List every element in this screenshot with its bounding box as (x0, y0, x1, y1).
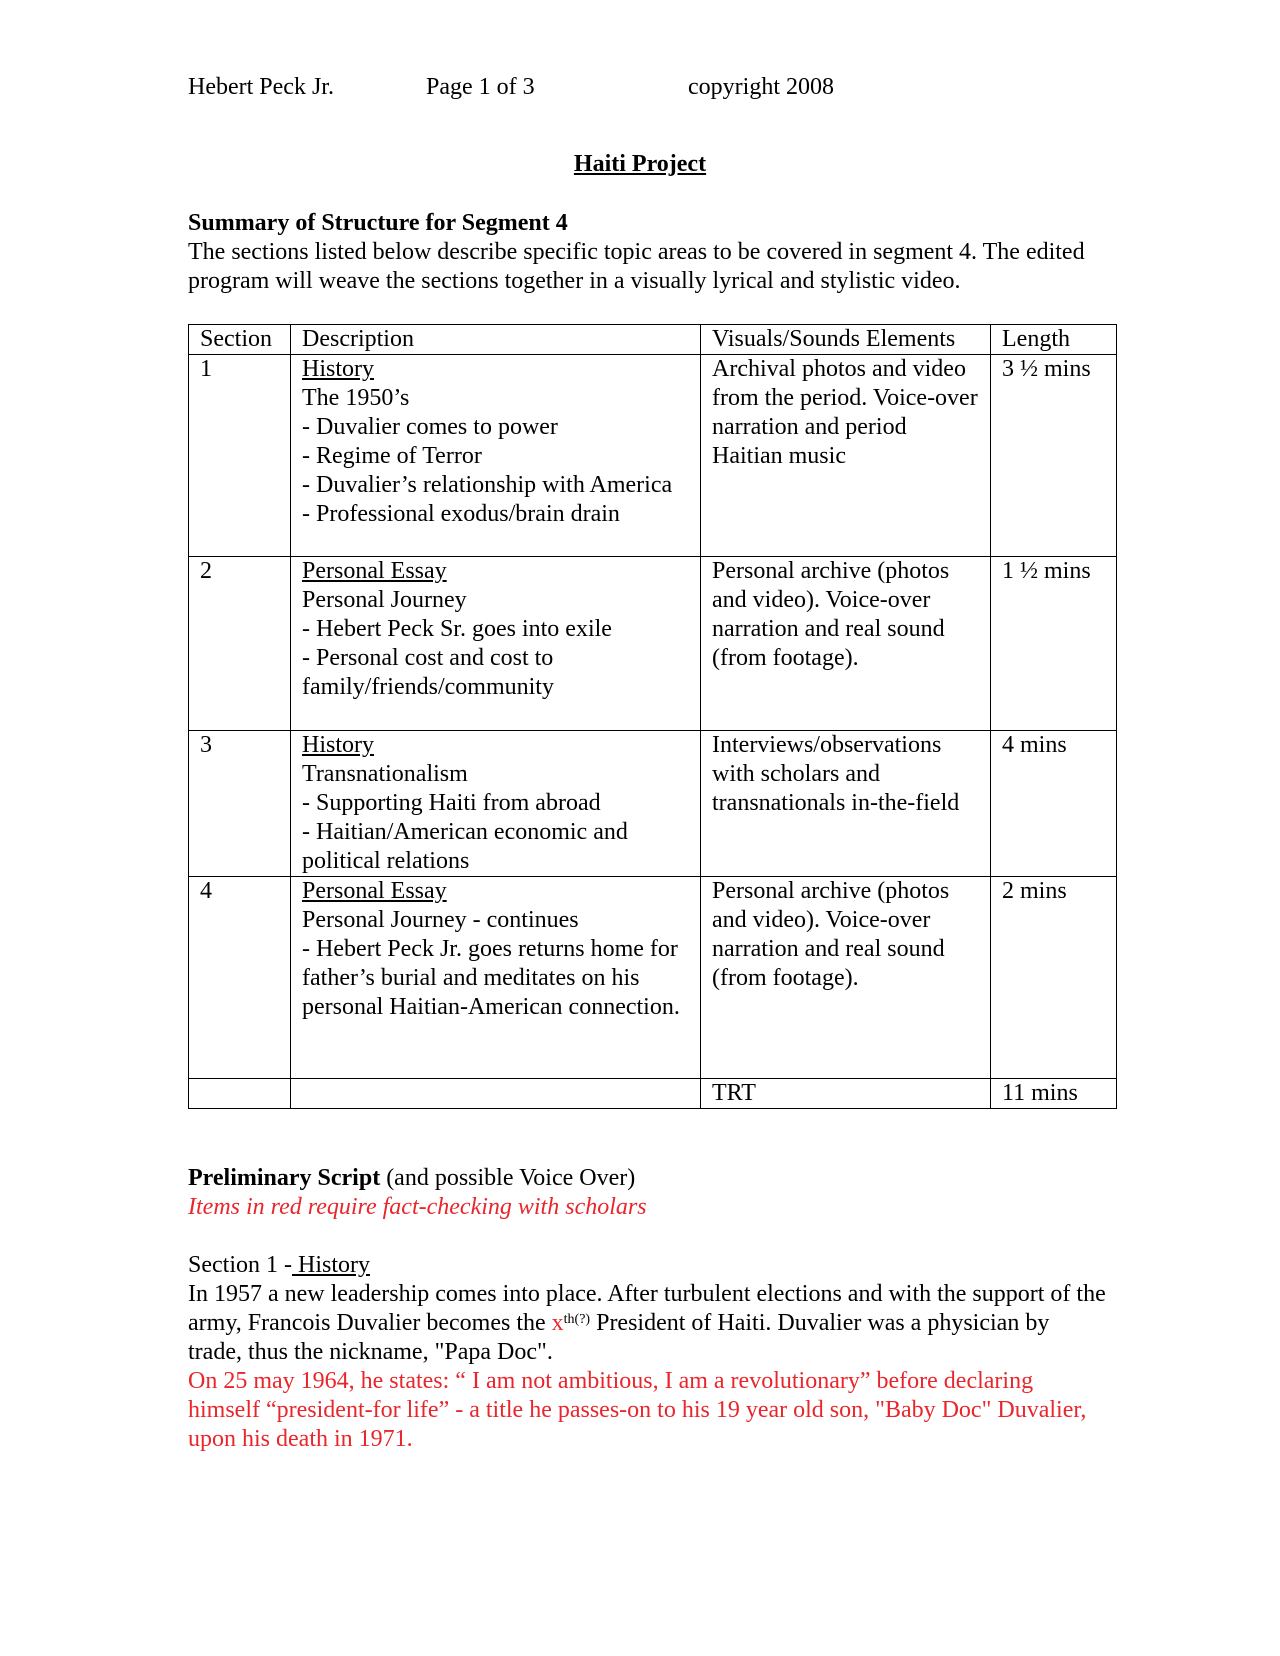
header-author: Hebert Peck Jr. (188, 74, 334, 100)
description-line: Personal Journey - continues (302, 907, 579, 933)
paragraph-text: President of Haiti. Duvalier was a physician by trade, thus the nickname, "Papa Doc". (188, 1310, 1050, 1365)
section-number: 4 (189, 877, 291, 1079)
script-heading: Preliminary Script (188, 1165, 381, 1191)
table-row (189, 731, 1117, 877)
total-length: 11 mins (991, 1079, 1117, 1109)
document-title: Haiti Project (573, 151, 707, 177)
page-header (188, 73, 1088, 103)
total-label: TRT (701, 1079, 991, 1109)
description-title: History (302, 356, 374, 382)
table-row (189, 355, 1117, 557)
description-title: Personal Essay (302, 878, 447, 904)
description-line: The 1950’s (302, 385, 410, 411)
summary-body: The sections listed below describe specific topic areas to be covered in segment 4. The edited program will weave the sections together in a visually lyrical and stylistic video. (188, 239, 1085, 294)
section-visuals: Archival photos and video from the period. Voice-over narration and period Haitian music (701, 355, 991, 557)
section-title: History (291, 1252, 370, 1278)
header-page-number: Page 1 of 3 (426, 74, 535, 100)
uncertain-ordinal: x (551, 1310, 564, 1336)
total-empty-cell (189, 1079, 291, 1109)
section-description (291, 557, 701, 731)
section-visuals: Personal archive (photos and video). Voice-over narration and real sound (from footage). (701, 877, 991, 1079)
section-length: 2 mins (991, 877, 1117, 1079)
section-number: 3 (189, 731, 291, 877)
column-header-section: Section (189, 325, 291, 355)
description-line: - Personal cost and cost to family/friends/community (302, 645, 554, 700)
description-line: - Duvalier’s relationship with America (302, 472, 673, 498)
description-line: - Hebert Peck Sr. goes into exile (302, 616, 612, 642)
fact-check-paragraph: On 25 may 1964, he states: “ I am not ambitious, I am a revolutionary” before declaring himself “president-for life” - a title he passes-on to his 19 year old son, "Baby Doc" Duvalier, upon his death in 1971. (188, 1368, 1087, 1452)
description-title: Personal Essay (302, 558, 447, 584)
segment-structure-table (188, 324, 1117, 1109)
table-row (189, 877, 1117, 1079)
header-copyright: copyright 2008 (688, 74, 834, 100)
summary-block (188, 209, 1108, 296)
section-description (291, 877, 701, 1079)
description-line: - Duvalier comes to power (302, 414, 558, 440)
description-line: Personal Journey (302, 587, 467, 613)
section-number: 2 (189, 557, 291, 731)
script-heading-line (188, 1164, 1108, 1193)
preliminary-script (188, 1164, 1108, 1454)
paragraph-text: In 1957 a new leadership comes into place. After turbulent elections and with the support of the army, Francois Duvalier becomes the (188, 1281, 1106, 1336)
table-row (189, 557, 1117, 731)
summary-heading: Summary of Structure for Segment 4 (188, 210, 568, 236)
script-section-heading (188, 1251, 1108, 1280)
ordinal-suffix: th(?) (563, 1312, 591, 1327)
spacer (188, 1222, 1108, 1251)
description-line: - Haitian/American economic and political relations (302, 819, 628, 874)
column-header-length: Length (991, 325, 1117, 355)
description-line: Transnationalism (302, 761, 468, 787)
section-visuals: Personal archive (photos and video). Voice-over narration and real sound (from footage). (701, 557, 991, 731)
description-title: History (302, 732, 374, 758)
description-line: - Regime of Terror (302, 443, 482, 469)
script-heading-note: (and possible Voice Over) (386, 1165, 636, 1191)
description-line: - Hebert Peck Jr. goes returns home for father’s burial and meditates on his personal Haitian-American connection. (302, 936, 680, 1020)
section-length: 4 mins (991, 731, 1117, 877)
description-line: - Supporting Haiti from abroad (302, 790, 601, 816)
script-paragraph (188, 1280, 1108, 1367)
column-header-visuals: Visuals/Sounds Elements (701, 325, 991, 355)
section-description (291, 731, 701, 877)
section-length: 1 ½ mins (991, 557, 1117, 731)
fact-check-note: Items in red require fact-checking with scholars (188, 1194, 647, 1220)
section-visuals: Interviews/observations with scholars and transnationals in-the-field (701, 731, 991, 877)
total-empty-cell (291, 1079, 701, 1109)
section-number: 1 (189, 355, 291, 557)
table-total-row (189, 1079, 1117, 1109)
description-line: - Professional exodus/brain drain (302, 501, 620, 527)
table-header-row (189, 325, 1117, 355)
section-length: 3 ½ mins (991, 355, 1117, 557)
column-header-description: Description (291, 325, 701, 355)
section-prefix: Section 1 - (188, 1252, 292, 1278)
section-description (291, 355, 701, 557)
